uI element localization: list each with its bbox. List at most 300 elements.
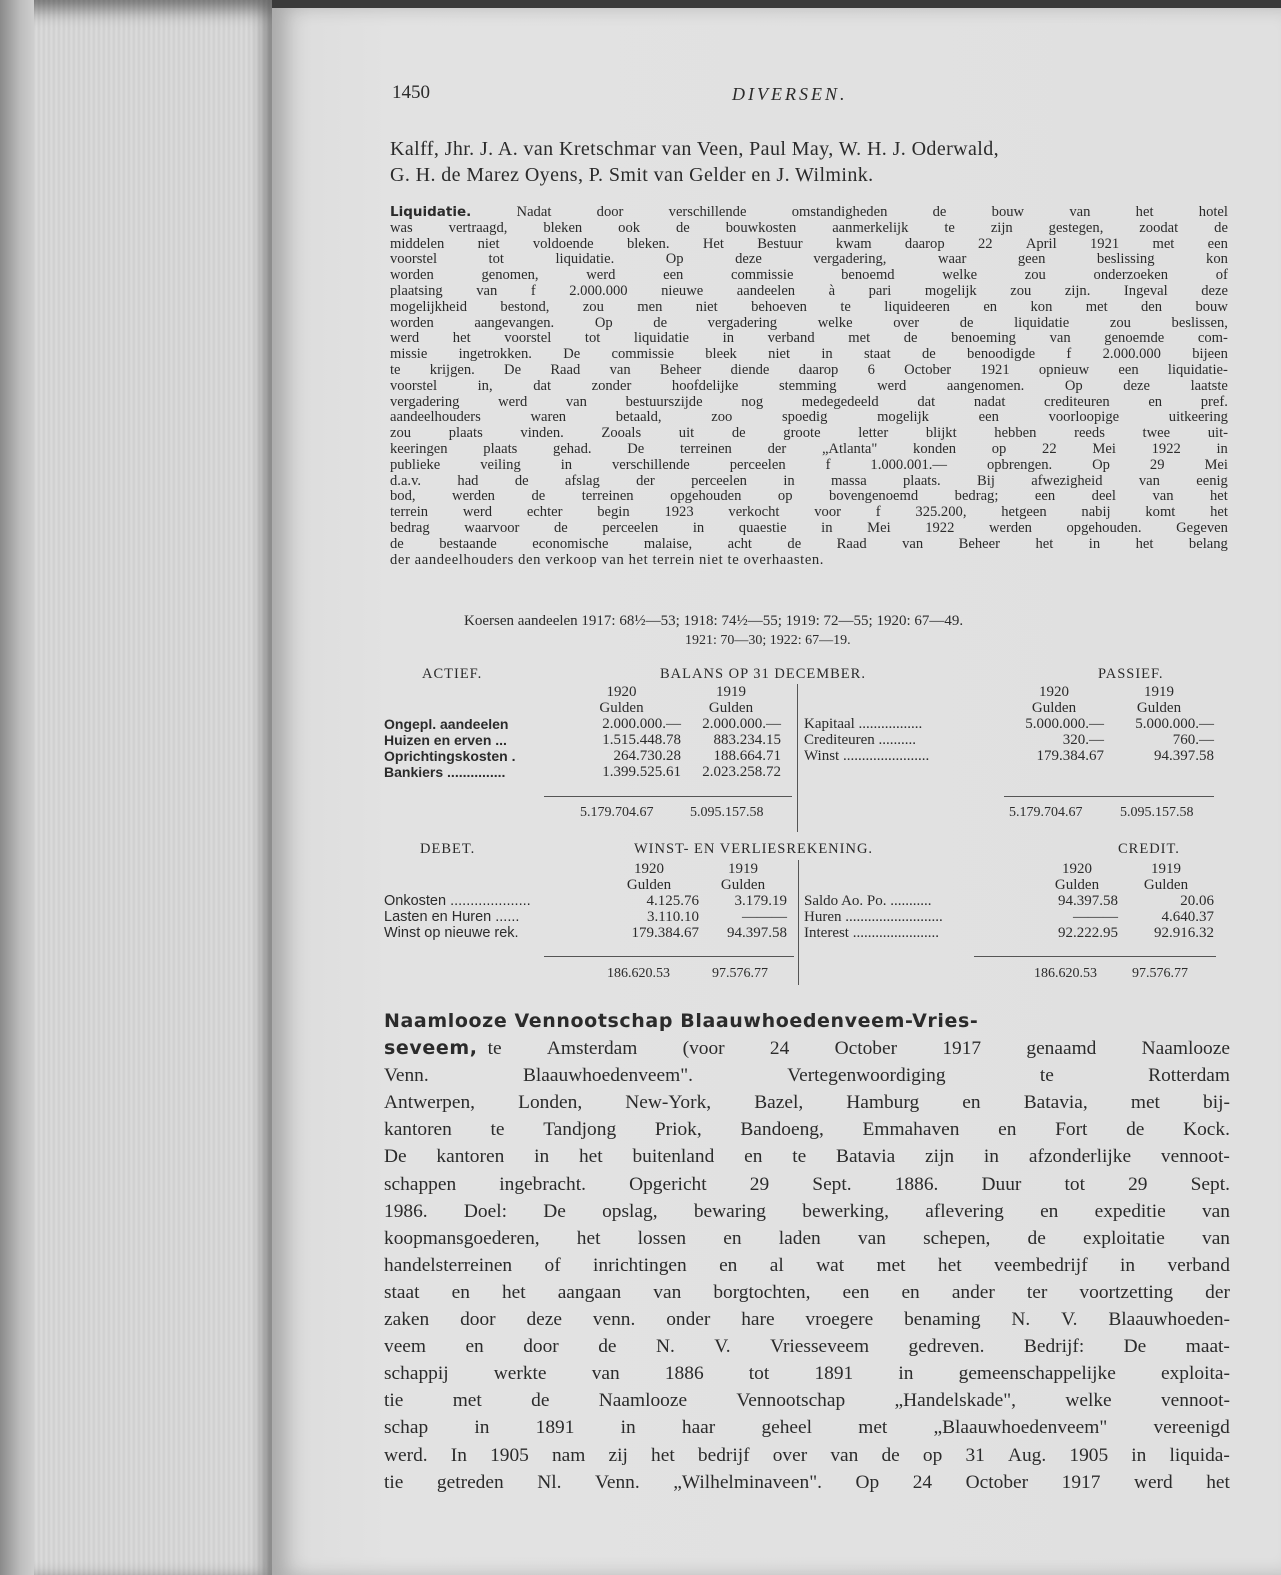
word: over bbox=[772, 1444, 808, 1466]
word: of bbox=[1215, 267, 1228, 284]
liquidatie-line bbox=[390, 268, 1228, 284]
year-header: 1920 bbox=[1039, 684, 1069, 700]
vennootschap-line bbox=[384, 1171, 1230, 1198]
word: letter bbox=[858, 425, 889, 442]
word: op bbox=[991, 440, 1007, 457]
word: van bbox=[1138, 472, 1160, 489]
word: Doel: bbox=[463, 1200, 507, 1222]
word: V. bbox=[714, 1336, 731, 1358]
liquidatie-line bbox=[390, 221, 1228, 237]
winst-credit-total-1919: 97.576.77 bbox=[1132, 966, 1188, 981]
word: Bandoeng, bbox=[740, 1119, 824, 1141]
word: en bbox=[1040, 1200, 1059, 1222]
word: daarop bbox=[904, 235, 945, 252]
actief-row bbox=[384, 716, 781, 732]
word: tie bbox=[384, 1471, 404, 1493]
word: liquidatie bbox=[1014, 314, 1070, 331]
word: Beheer bbox=[958, 535, 1000, 552]
word: 1923 bbox=[664, 504, 694, 521]
vennootschap-line bbox=[384, 1442, 1230, 1469]
word: borgtochten, bbox=[713, 1281, 811, 1303]
word: echter bbox=[526, 504, 563, 521]
word: f bbox=[1066, 346, 1072, 363]
word: geen bbox=[1017, 251, 1046, 268]
word: en bbox=[1148, 393, 1163, 410]
winst-debet-total-1919: 97.576.77 bbox=[712, 966, 768, 981]
year-header: 1919 bbox=[728, 861, 758, 877]
word: geheel bbox=[761, 1417, 813, 1439]
liquidatie-line bbox=[390, 252, 1228, 268]
word: welke bbox=[942, 267, 978, 284]
word: getreden bbox=[436, 1471, 504, 1493]
word: Tandjong bbox=[543, 1119, 617, 1141]
word: had bbox=[457, 472, 479, 489]
word: bestaande bbox=[439, 535, 497, 552]
word: zaken bbox=[384, 1309, 430, 1331]
word: in bbox=[898, 1363, 914, 1385]
word: en bbox=[719, 1254, 738, 1276]
credit-value-1919: 20.06 bbox=[1180, 893, 1214, 909]
liquidatie-line bbox=[390, 442, 1228, 458]
actief-value-1919: 883.234.15 bbox=[713, 732, 781, 748]
word: middelen bbox=[390, 235, 445, 252]
liquidatie-line bbox=[390, 426, 1228, 442]
word: benoemd bbox=[841, 267, 895, 284]
word: en bbox=[998, 1119, 1017, 1141]
passief-label: Kapitaal ................. bbox=[804, 716, 923, 732]
winst-credit-table bbox=[804, 861, 1214, 941]
word: in bbox=[1088, 535, 1101, 552]
word: d.a.v. bbox=[390, 472, 422, 489]
word: het bbox=[1210, 504, 1228, 521]
winst-debet-table bbox=[384, 861, 787, 941]
word: te bbox=[840, 298, 851, 315]
word: niet bbox=[695, 298, 718, 315]
word: terrein bbox=[390, 504, 429, 521]
word: De bbox=[627, 440, 645, 457]
vennootschap-line bbox=[384, 1116, 1230, 1143]
word: men bbox=[637, 298, 663, 315]
word: vennoot- bbox=[1160, 1146, 1230, 1168]
word: maat- bbox=[1185, 1336, 1230, 1358]
word: nieuwe bbox=[661, 282, 704, 299]
word: Rotterdam bbox=[1148, 1065, 1230, 1087]
word: tot bbox=[584, 330, 601, 347]
word: der bbox=[1205, 1281, 1230, 1303]
word: Nl. bbox=[537, 1471, 562, 1493]
word: aangenomen. bbox=[946, 377, 1025, 394]
unit-header: Gulden bbox=[626, 877, 672, 893]
balans-actief-total-1919: 5.095.157.58 bbox=[690, 805, 764, 820]
word: kon bbox=[1030, 298, 1053, 315]
word: van bbox=[476, 282, 498, 299]
word: 2.000.000 bbox=[1102, 346, 1161, 363]
word: 1921 bbox=[980, 361, 1010, 378]
unit-header: Gulden bbox=[708, 700, 754, 716]
word: missie bbox=[390, 346, 428, 363]
word: 24 bbox=[912, 1471, 933, 1493]
debet-value-1920: 179.384.67 bbox=[631, 925, 699, 941]
word: een bbox=[1207, 235, 1228, 252]
debet-label: Winst op nieuwe rek. bbox=[384, 925, 519, 941]
word: afwezigheid bbox=[1031, 472, 1103, 489]
word: te bbox=[1039, 1065, 1054, 1087]
word: ingebracht. bbox=[499, 1173, 586, 1195]
word: Venn. bbox=[384, 1065, 429, 1087]
debet-value-1919: 94.397.58 bbox=[727, 925, 787, 941]
word: genaamd bbox=[1026, 1038, 1097, 1060]
word: genomen, bbox=[481, 267, 539, 284]
vennootschap-title-line bbox=[384, 1008, 1230, 1035]
vennootschap-line bbox=[384, 1225, 1230, 1252]
actief-label: Ongepl. aandeelen bbox=[384, 716, 509, 732]
balans-passief-total-1920: 5.179.704.67 bbox=[1009, 805, 1083, 820]
word: hebben bbox=[994, 425, 1037, 442]
vennootschap-line bbox=[384, 1143, 1230, 1170]
word: zou bbox=[1109, 314, 1131, 331]
running-title: DIVERSEN. bbox=[732, 84, 848, 104]
word: betaald, bbox=[615, 409, 662, 426]
word: Zooals bbox=[601, 425, 642, 442]
word: voorstel bbox=[504, 330, 552, 347]
word: bod, bbox=[390, 488, 416, 505]
word: Naamlooze bbox=[1141, 1038, 1230, 1060]
koersen-line: Koersen aandeelen 1917: 68½—53; 1918: 74½—55; 1919: 72—55; 1920: 67—49. bbox=[464, 613, 964, 629]
liquidatie-line bbox=[390, 395, 1228, 411]
word: bedrag; bbox=[954, 488, 999, 505]
word: voortzetting bbox=[1079, 1281, 1174, 1303]
word: de bbox=[1027, 1227, 1046, 1249]
word: zoodat bbox=[1139, 219, 1179, 236]
word: voorstel bbox=[390, 377, 438, 394]
word: 1921 bbox=[1089, 235, 1120, 252]
word: het bbox=[576, 1227, 601, 1249]
word: uitkeering bbox=[1168, 409, 1228, 426]
word: spoedig bbox=[781, 409, 828, 426]
word: in bbox=[1216, 440, 1228, 457]
word: diende bbox=[730, 361, 770, 378]
word: verband bbox=[767, 330, 815, 347]
word: 325.200, bbox=[915, 504, 967, 521]
word: Gegeven bbox=[1176, 519, 1228, 536]
word: van bbox=[1049, 330, 1071, 347]
koersen-line-2: 1921: 70—30; 1922: 67—19. bbox=[685, 633, 851, 648]
vennootschap-line bbox=[384, 1035, 1230, 1062]
word: en bbox=[465, 1336, 484, 1358]
word: veiling bbox=[480, 456, 521, 473]
credit-value-1920: ——— bbox=[1073, 909, 1118, 925]
word: het bbox=[1035, 535, 1054, 552]
actief-value-1919: 2.000.000.— bbox=[702, 716, 781, 732]
liquidatie-line bbox=[390, 505, 1228, 521]
word: de bbox=[676, 219, 690, 236]
actief-row bbox=[384, 764, 781, 780]
word: Mei bbox=[1092, 440, 1116, 457]
word: de bbox=[531, 1390, 550, 1412]
word: bleken. bbox=[626, 235, 670, 252]
word: in bbox=[722, 330, 734, 347]
word: koopmansgoederen, bbox=[384, 1227, 540, 1249]
word: vergadering bbox=[707, 314, 778, 331]
word: in bbox=[821, 346, 833, 363]
word: omstandigheden bbox=[791, 204, 888, 220]
word: was bbox=[390, 219, 413, 236]
word: in bbox=[983, 1146, 1000, 1168]
vennootschap-line bbox=[384, 1333, 1230, 1360]
unit-header: Gulden bbox=[1031, 700, 1077, 716]
debet-label: Onkosten .................... bbox=[384, 893, 531, 909]
word: mogelijkheid bbox=[390, 298, 468, 315]
word: een bbox=[978, 409, 999, 426]
word: keeringen bbox=[390, 440, 448, 457]
names-line: G. H. de Marez Oyens, P. Smit van Gelder en J. Wilmink. bbox=[390, 164, 874, 186]
word: zonder bbox=[591, 377, 632, 394]
word: en bbox=[983, 298, 998, 315]
winst-credit-total-1920: 186.620.53 bbox=[1034, 966, 1097, 981]
word: benoeming bbox=[951, 330, 1016, 347]
word: opgehouden bbox=[670, 488, 742, 505]
year-header: 1919 bbox=[1144, 684, 1174, 700]
word: en bbox=[962, 1092, 981, 1114]
word: commissie bbox=[611, 346, 674, 363]
word: liquidatie bbox=[633, 330, 690, 347]
word: bestuurszijde bbox=[625, 393, 703, 410]
word: In bbox=[450, 1444, 467, 1466]
word: opnieuw bbox=[1038, 361, 1090, 378]
word: exploita- bbox=[1161, 1363, 1230, 1385]
debet-value-1919: ——— bbox=[742, 909, 787, 925]
debet-row bbox=[384, 909, 787, 925]
word: crediteuren bbox=[1044, 393, 1110, 410]
word: de bbox=[903, 330, 918, 347]
word: deze bbox=[526, 1309, 562, 1331]
liquidatie-line bbox=[390, 458, 1228, 474]
word: wat bbox=[816, 1254, 845, 1276]
word: deel bbox=[1091, 488, 1116, 505]
credit-label: Saldo Ao. Po. ........... bbox=[804, 893, 932, 909]
word: stemming bbox=[778, 377, 837, 394]
word: 1917 bbox=[942, 1038, 982, 1060]
word: commissie bbox=[731, 267, 794, 284]
word: N. bbox=[655, 1336, 675, 1358]
debet-label: Lasten en Huren ...... bbox=[384, 909, 520, 925]
liquidatie-heading: Liquidatie. bbox=[390, 204, 472, 220]
word: deze bbox=[1201, 282, 1228, 299]
word: bedrag bbox=[390, 519, 430, 536]
word: behoeven bbox=[751, 298, 807, 315]
credit-row bbox=[804, 909, 1214, 925]
liquidatie-line bbox=[390, 489, 1228, 505]
unit-header: Gulden bbox=[1054, 877, 1100, 893]
word: daarop bbox=[798, 361, 839, 378]
word: nog bbox=[741, 393, 764, 410]
word: waar bbox=[937, 251, 967, 268]
word: te bbox=[390, 361, 401, 378]
word: schap bbox=[384, 1417, 429, 1439]
word: terreinen bbox=[581, 488, 634, 505]
word: in bbox=[821, 519, 833, 536]
word: 2.000.000 bbox=[569, 282, 628, 299]
vennootschap-line bbox=[384, 1252, 1230, 1279]
word: in bbox=[783, 472, 795, 489]
word: deze bbox=[735, 251, 762, 268]
winst-credit-head: CREDIT. bbox=[1118, 841, 1180, 857]
word: Fort bbox=[1055, 1119, 1088, 1141]
word: schappen bbox=[384, 1173, 457, 1195]
word: terreinen bbox=[680, 440, 732, 457]
word: bouw bbox=[1195, 298, 1228, 315]
actief-value-1920: 1.515.448.78 bbox=[602, 732, 681, 748]
word: laatste bbox=[1190, 377, 1228, 394]
word: de bbox=[932, 204, 947, 220]
word: de bbox=[390, 535, 404, 552]
word: tie bbox=[384, 1390, 404, 1412]
word: schepen, bbox=[923, 1227, 991, 1249]
word: van bbox=[902, 535, 924, 552]
word: benaming bbox=[904, 1309, 981, 1331]
word: verband bbox=[1167, 1254, 1230, 1276]
word: te bbox=[944, 219, 955, 236]
word: V. bbox=[1061, 1309, 1078, 1331]
word: veembedrijf bbox=[993, 1254, 1088, 1276]
word: aangevangen. bbox=[474, 314, 555, 331]
word: de bbox=[881, 1444, 900, 1466]
page bbox=[272, 8, 1281, 1575]
word: van bbox=[1202, 1227, 1230, 1249]
page-number: 1450 bbox=[392, 82, 430, 103]
word: expeditie bbox=[1094, 1200, 1166, 1222]
word: 1.000.001.— bbox=[870, 456, 948, 473]
liquidatie-line bbox=[390, 331, 1228, 347]
vennootschap-line bbox=[384, 1279, 1230, 1306]
word: Nadat bbox=[516, 204, 552, 220]
word: het bbox=[651, 1444, 675, 1466]
passief-label: Winst ....................... bbox=[804, 748, 930, 764]
word: Op bbox=[594, 314, 613, 331]
word: Duur bbox=[981, 1173, 1022, 1195]
word: Bij bbox=[977, 472, 995, 489]
credit-row bbox=[804, 925, 1214, 941]
liquidatie-line-text: der aandeelhouders den verkoop van het terrein niet te overhaasten. bbox=[390, 551, 825, 568]
word: hetgeen bbox=[1001, 504, 1047, 521]
word: hotel bbox=[1198, 204, 1228, 220]
word: door bbox=[523, 1336, 559, 1358]
word: zou bbox=[390, 425, 412, 442]
word: Bestuur bbox=[757, 235, 803, 252]
word: den bbox=[1141, 298, 1163, 315]
word: voorloopige bbox=[1048, 409, 1120, 426]
unit-header: Gulden bbox=[1136, 700, 1182, 716]
word: 29 bbox=[1128, 1173, 1148, 1195]
word: het bbox=[1135, 535, 1154, 552]
word: van bbox=[1069, 204, 1091, 220]
word: opbrengen. bbox=[986, 456, 1053, 473]
word: het bbox=[578, 1146, 603, 1168]
word: voorstel bbox=[390, 251, 438, 268]
word: benoodigde bbox=[967, 346, 1036, 363]
passief-value-1919: 94.397.58 bbox=[1154, 748, 1214, 764]
word: belang bbox=[1188, 535, 1228, 552]
word: beslissing bbox=[1096, 251, 1155, 268]
word: bleek bbox=[705, 346, 737, 363]
word: uit bbox=[678, 425, 695, 442]
word: 31 bbox=[965, 1444, 985, 1466]
word: exploitatie bbox=[1083, 1227, 1165, 1249]
credit-row bbox=[804, 893, 1214, 909]
word: Amsterdam bbox=[546, 1038, 638, 1060]
word: 22 bbox=[977, 235, 993, 252]
word: verschillende bbox=[668, 204, 747, 220]
word: dat bbox=[533, 377, 552, 394]
balans-passief-head: PASSIEF. bbox=[1098, 666, 1164, 682]
word: en bbox=[901, 1281, 920, 1303]
word: bewerking, bbox=[802, 1200, 889, 1222]
word: aflevering bbox=[925, 1200, 1004, 1222]
word: laden bbox=[778, 1227, 821, 1249]
word: 1886. bbox=[894, 1173, 939, 1195]
word: over bbox=[893, 314, 920, 331]
word: werd. bbox=[384, 1444, 428, 1466]
vennootschap-line bbox=[384, 1414, 1230, 1441]
liquidatie-line bbox=[390, 347, 1228, 363]
word: voldoende bbox=[532, 235, 594, 252]
vennootschap-title: Naamlooze Vennootschap Blaauwhoedenveem-Vries- bbox=[384, 1010, 979, 1032]
vennootschap-line bbox=[384, 1387, 1230, 1414]
word: Batavia bbox=[836, 1146, 896, 1168]
winst-sum-rule bbox=[544, 956, 794, 957]
word: „Atlanta" bbox=[821, 440, 878, 457]
word: perceelen bbox=[602, 519, 659, 536]
word: pari bbox=[868, 282, 892, 299]
debet-value-1920: 3.110.10 bbox=[647, 909, 699, 925]
passief-value-1919: 5.000.000.— bbox=[1135, 716, 1214, 732]
credit-value-1920: 92.222.95 bbox=[1058, 925, 1118, 941]
word: de bbox=[514, 472, 529, 489]
word: f bbox=[530, 282, 536, 299]
word: zijn bbox=[925, 1146, 955, 1168]
word: in bbox=[1131, 1444, 1147, 1466]
word: welke bbox=[1065, 1390, 1112, 1412]
word: Bedrijf: bbox=[1023, 1336, 1085, 1358]
actief-label: Oprichtingskosten . bbox=[384, 748, 516, 764]
word: perceelen bbox=[729, 456, 786, 473]
word: quaestie bbox=[738, 519, 787, 536]
balans-actief-total-1920: 5.179.704.67 bbox=[580, 805, 654, 820]
liquidatie-line bbox=[390, 363, 1228, 379]
word: het bbox=[1210, 488, 1228, 505]
word: met bbox=[876, 1254, 906, 1276]
word: plaats. bbox=[903, 472, 941, 489]
credit-label: Interest ....................... bbox=[804, 925, 939, 941]
word: Op bbox=[855, 1471, 880, 1493]
word: liquidatie. bbox=[555, 251, 615, 268]
word: onder bbox=[666, 1309, 711, 1331]
word: de bbox=[553, 519, 568, 536]
word: bijeen bbox=[1192, 346, 1228, 363]
word: kon bbox=[1206, 251, 1228, 268]
actief-row bbox=[384, 748, 781, 764]
word: van bbox=[609, 361, 631, 378]
word: twee bbox=[1142, 425, 1171, 442]
liquidatie-line bbox=[390, 521, 1228, 537]
winst-divider bbox=[798, 860, 799, 985]
word: plaatsing bbox=[390, 282, 443, 299]
word: werkte bbox=[493, 1363, 547, 1385]
word: vroegere bbox=[805, 1309, 874, 1331]
word: bovengenoemd bbox=[828, 488, 919, 505]
word: 1905 bbox=[490, 1444, 529, 1466]
word: deze bbox=[1123, 377, 1151, 394]
